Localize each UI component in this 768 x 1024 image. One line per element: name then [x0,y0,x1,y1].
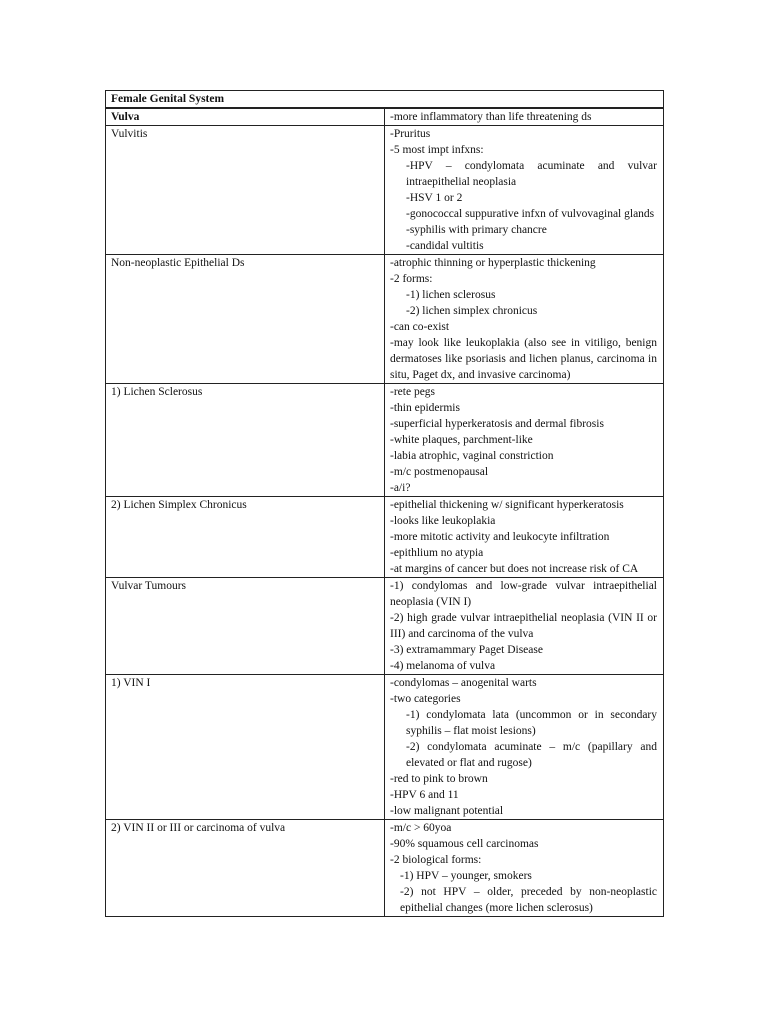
note-line: -2 forms: [390,273,433,285]
table-row [106,675,664,820]
notes-table-body [106,91,664,917]
note-line: -Pruritus [390,128,431,140]
topic-notes [385,255,664,384]
note-line: -at margins of cancer but does not increase risk of CA [390,563,639,575]
note-line: -4) melanoma of vulva [390,660,496,672]
note-line: -2 biological forms: [390,854,482,866]
section-row [106,108,664,126]
note-line: -3) extramammary Paget Disease [390,644,543,656]
topic-label: 1) Lichen Sclerosus [106,384,385,497]
note-line: -5 most impt infxns: [390,144,484,156]
note-line: -a/i? [390,482,411,494]
note-line: -2) lichen simplex chronicus [406,305,538,317]
title-row [106,91,664,109]
note-line: -two categories [390,693,461,705]
document-title: Female Genital System [106,91,664,109]
topic-notes [385,384,664,497]
topic-label: 1) VIN I [106,675,385,820]
note-line: -may look like leukoplakia (also see in vitiligo, benign dermatoses like psoriasis and lichen planus, carcinoma in situ, Paget dx, and invasive carcinoma) [390,337,657,381]
topic-label: Non-neoplastic Epithelial Ds [106,255,385,384]
note-line: -1) condylomas and low-grade vulvar intraepithelial neoplasia (VIN I) [390,580,657,608]
note-line: -superficial hyperkeratosis and dermal fibrosis [390,418,604,430]
note-line: -m/c postmenopausal [390,466,489,478]
table-row [106,578,664,675]
section-description: -more inflammatory than life threatening ds [385,108,664,126]
table-row [106,497,664,578]
note-line: -more mitotic activity and leukocyte infiltration [390,531,610,543]
note-line: -epithelial thickening w/ significant hyperkeratosis [390,499,624,511]
note-line: -2) high grade vulvar intraepithelial neoplasia (VIN II or III) and carcinoma of the vulva [390,612,657,640]
note-line: -red to pink to brown [390,773,488,785]
topic-label: 2) VIN II or III or carcinoma of vulva [106,820,385,917]
note-line: -HPV 6 and 11 [390,789,459,801]
note-line: -1) HPV – younger, smokers [400,870,532,882]
note-line: -condylomas – anogenital warts [390,677,537,689]
note-line: -1) condylomata lata (uncommon or in secondary syphilis – flat moist lesions) [406,709,657,737]
note-line: -thin epidermis [390,402,460,414]
topic-notes [385,675,664,820]
topic-label: Vulvitis [106,126,385,255]
table-row [106,255,664,384]
note-line: -gonococcal suppurative infxn of vulvovaginal glands [406,208,655,220]
note-line: -2) condylomata acuminate – m/c (papillary and elevated or flat and rugose) [406,741,657,769]
note-line: -can co-exist [390,321,450,333]
topic-notes [385,820,664,917]
table-row [106,820,664,917]
topic-label: 2) Lichen Simplex Chronicus [106,497,385,578]
note-line: -90% squamous cell carcinomas [390,838,539,850]
note-line: -epithlium no atypia [390,547,484,559]
note-line: -labia atrophic, vaginal constriction [390,450,554,462]
note-line: -m/c > 60yoa [390,822,452,834]
note-line: -rete pegs [390,386,436,398]
note-line: -syphilis with primary chancre [406,224,547,236]
note-line: -low malignant potential [390,805,504,817]
note-line: -HPV – condylomata acuminate and vulvar intraepithelial neoplasia [406,160,657,188]
topic-notes [385,126,664,255]
note-line: -candidal vultitis [406,240,484,252]
topic-notes [385,497,664,578]
note-line: -white plaques, parchment-like [390,434,533,446]
note-line: -looks like leukoplakia [390,515,496,527]
note-line: -1) lichen sclerosus [406,289,496,301]
section-label: Vulva [106,108,385,126]
note-line: -HSV 1 or 2 [406,192,463,204]
topic-label: Vulvar Tumours [106,578,385,675]
topic-notes [385,578,664,675]
notes-table [105,90,664,917]
table-row [106,126,664,255]
table-row [106,384,664,497]
note-line: -atrophic thinning or hyperplastic thickening [390,257,596,269]
note-line: -2) not HPV – older, preceded by non-neoplastic epithelial changes (more lichen sclerosus) [400,886,657,914]
